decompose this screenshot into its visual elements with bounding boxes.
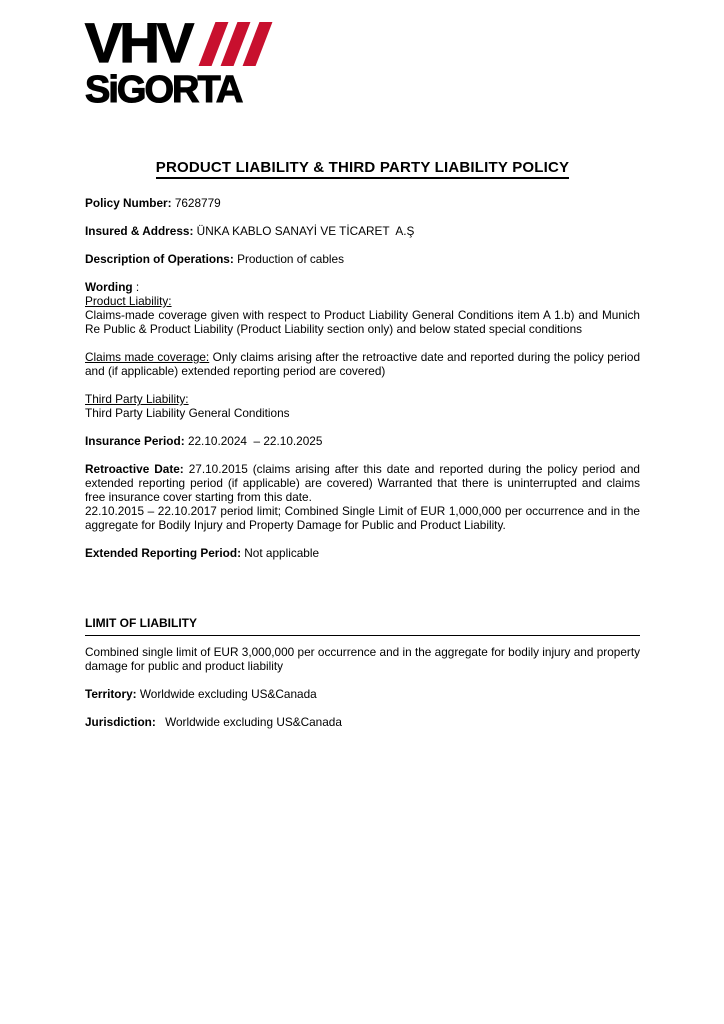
third-party-body: Third Party Liability General Conditions: [85, 406, 290, 420]
jurisdiction-value: Worldwide excluding US&Canada: [165, 715, 342, 729]
retroactive-date-field: [85, 462, 640, 532]
insurance-period-label: Insurance Period:: [85, 434, 185, 448]
territory-value: Worldwide excluding US&Canada: [139, 687, 317, 701]
logo-slashes-icon: [207, 22, 273, 66]
operations-label: Description of Operations:: [85, 252, 234, 266]
policy-number-value: 7628779: [174, 196, 221, 210]
retroactive-date-label: Retroactive Date:: [85, 462, 184, 476]
document-title-row: [85, 159, 640, 179]
insurance-period-value: 22.10.2024 – 22.10.2025: [187, 434, 323, 448]
retroactive-date-value: 27.10.2015 (claims arising after this date and reported during the policy period and extended reporting period (if applicable) are covered) Warranted that there is uninterrupted and claims free insurance cover starting from this date.: [85, 462, 640, 504]
product-liability-heading-row: [85, 294, 640, 308]
vhv-sigorta-logo: [85, 11, 640, 111]
logo-sigorta-text: SiGORTA: [85, 69, 242, 111]
jurisdiction-label: Jurisdiction:: [85, 715, 156, 729]
policy-number-field: [85, 196, 640, 210]
operations-value: Production of cables: [237, 252, 344, 266]
wording-colon: :: [135, 280, 140, 294]
insured-address-value: ÜNKA KABLO SANAYİ VE TİCARET A.Ş: [196, 224, 415, 238]
extended-reporting-label: Extended Reporting Period:: [85, 546, 241, 560]
third-party-heading: Third Party Liability:: [85, 392, 189, 406]
logo-top-row: [85, 11, 640, 74]
insured-address-label: Insured & Address:: [85, 224, 194, 238]
logo-vhv-text: VHV: [85, 11, 192, 74]
policy-number-label: Policy Number:: [85, 196, 172, 210]
wording-label: Wording: [85, 280, 133, 294]
limit-of-liability-body: Combined single limit of EUR 3,000,000 per occurrence and in the aggregate for bodily injury and property damage for public and product liability: [85, 645, 640, 673]
operations-field: [85, 252, 640, 266]
document-title: PRODUCT LIABILITY & THIRD PARTY LIABILITY POLICY: [156, 159, 570, 179]
claims-made-paragraph: [85, 350, 640, 378]
insurance-period-field: [85, 434, 640, 448]
claims-made-body: Only claims arising after the retroactive date and reported during the policy period and (if applicable) extended reporting period are covered): [85, 350, 641, 378]
extended-reporting-field: [85, 546, 640, 560]
third-party-heading-row: [85, 392, 640, 406]
insured-address-field: [85, 224, 640, 238]
retroactive-period-limit-line: 22.10.2015 – 22.10.2017 period limit; Combined Single Limit of EUR 1,000,000 per occurrence and in the aggregate for Bodily Injury and Property Damage for Public and Product Liability.: [85, 504, 640, 532]
extended-reporting-value: Not applicable: [244, 546, 320, 560]
limit-of-liability-heading: LIMIT OF LIABILITY: [85, 616, 640, 636]
product-liability-body: Claims-made coverage given with respect to Product Liability General Conditions item A 1.b) and Munich Re Public & Product Liability (Product Liability section only) and below stated special conditions: [85, 308, 640, 336]
territory-label: Territory:: [85, 687, 137, 701]
territory-field: [85, 687, 640, 701]
claims-made-heading: Claims made coverage:: [85, 350, 210, 364]
jurisdiction-field: [85, 715, 640, 729]
wording-field: [85, 280, 640, 294]
product-liability-heading: Product Liability:: [85, 294, 172, 308]
